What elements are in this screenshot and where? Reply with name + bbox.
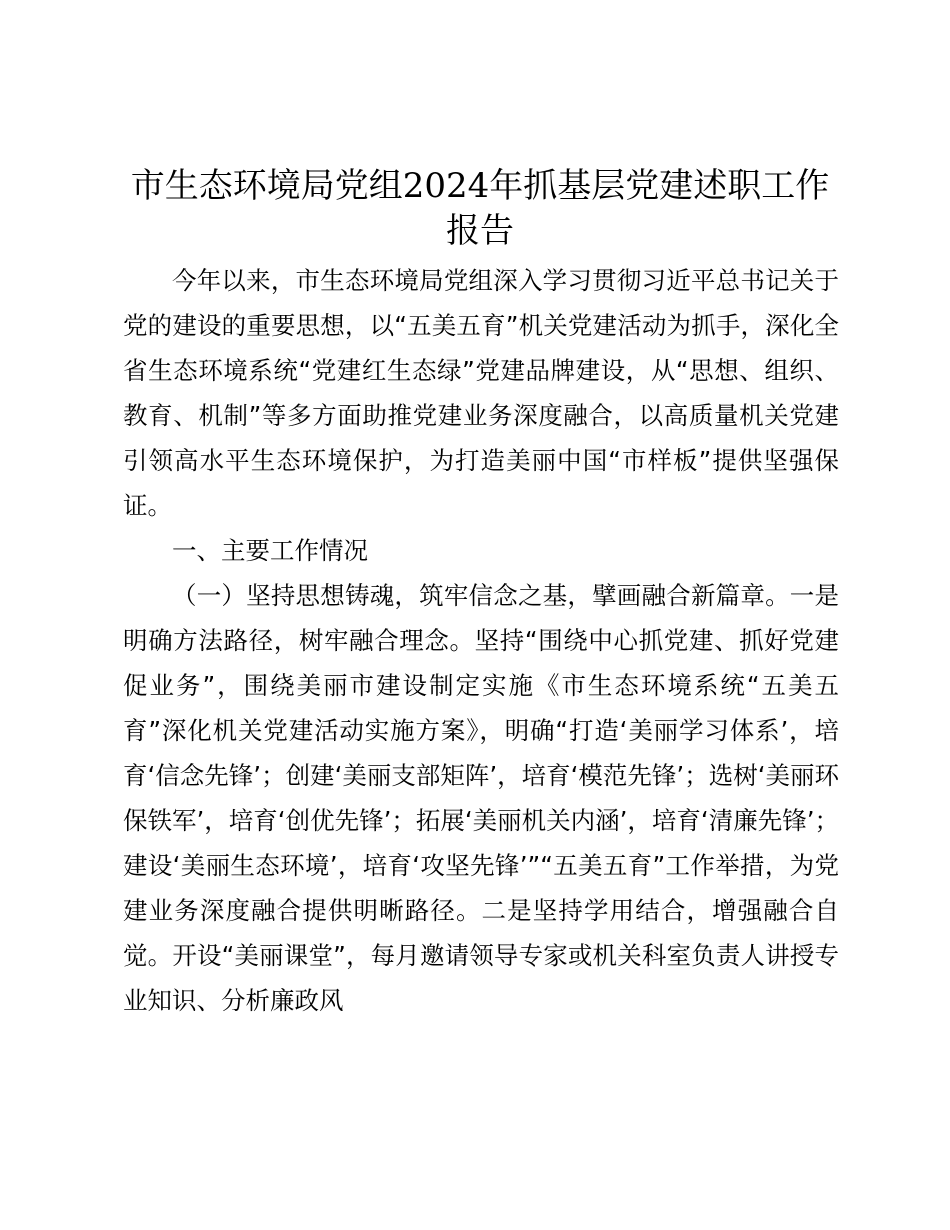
title-line-1: 市生态环境局党组2024年抓基层党建述职工作 xyxy=(130,166,830,206)
section-heading: 一、主要工作情况 xyxy=(172,536,368,565)
intro-paragraph: 今年以来，市生态环境局党组深入学习贯彻习近平总书记关于党的建设的重要思想，以“五美五育”机关党建活动为抓手，深化全省生态环境系统“党建红生态绿”党建品牌建设，从“思想、组织、教育、机制”等多方面助推党建业务深度融合，以高质量机关党建引领高水平生态环境保护，为打造美丽中国“市样板”提供坚强保证。 xyxy=(123,266,839,520)
document-title xyxy=(110,164,850,254)
document-body xyxy=(123,258,839,1023)
title-line-2: 报告 xyxy=(446,211,514,251)
body-paragraph: （一）坚持思想铸魂，筑牢信念之基，擘画融合新篇章。一是明确方法路径，树牢融合理念。坚持“围绕中心抓党建、抓好党建促业务”，围绕美丽市建设制定实施《市生态环境系统“五美五育”深化机关党建活动实施方案》，明确“打造‘美丽学习体系’，培育‘信念先锋’；创建‘美丽支部矩阵’，培育‘模范先锋’；选树‘美丽环保铁军’，培育‘创优先锋’；拓展‘美丽机关内涵’，培育‘清廉先锋’；建设‘美丽生态环境’，培育‘攻坚先锋’”“五美五育”工作举措，为党建业务深度融合提供明晰路径。二是坚持学用结合，增强融合自觉。开设“美丽课堂”，每月邀请领导专家或机关科室负责人讲授专业知识、分析廉政风 xyxy=(123,581,840,1015)
